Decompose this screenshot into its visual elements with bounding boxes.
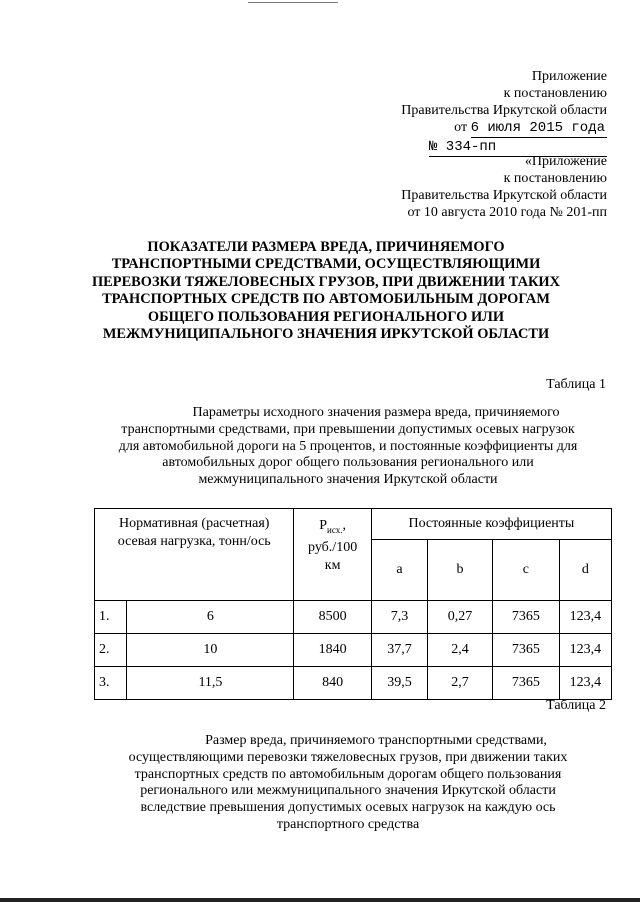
initial-harm-value: 1840 bbox=[294, 634, 371, 667]
heading-line: ТРАНСПОРТНЫХ СРЕДСТВ ПО АВТОМОБИЛЬНЫМ ДОРОГАМ bbox=[102, 291, 550, 308]
caption-line: Параметры исходного значения размера вреда, причиняемого bbox=[192, 405, 560, 420]
orig-appendix-date: от 10 августа 2010 года № 201-пп bbox=[407, 205, 607, 220]
coef-c-value: 7365 bbox=[492, 667, 559, 700]
heading-line: ТРАНСПОРТНЫМИ СРЕДСТВАМИ, ОСУЩЕСТВЛЯЮЩИМИ bbox=[111, 256, 541, 273]
coef-a-value: 7,3 bbox=[371, 601, 427, 634]
coef-d-value: 123,4 bbox=[559, 601, 611, 634]
coef-b-value: 2,7 bbox=[428, 667, 493, 700]
caption-line: межмуниципального значения Иркутской области bbox=[198, 472, 498, 488]
axle-load: 6 bbox=[127, 601, 294, 634]
table1-caption bbox=[86, 405, 610, 489]
heading-line: ПОКАЗАТЕЛИ РАЗМЕРА ВРЕДА, ПРИЧИНЯЕМОГО bbox=[147, 239, 505, 255]
caption-line: для автомобильной дороги на 5 процентов, и постоянные коэффициенты для bbox=[118, 438, 578, 454]
coef-d-value: 123,4 bbox=[559, 634, 611, 667]
table1-label: Таблица 1 bbox=[546, 377, 606, 392]
caption-line: осуществляющими перевозки тяжеловесных грузов, при движении таких bbox=[128, 749, 568, 765]
axle-load: 10 bbox=[127, 634, 294, 667]
appendix-current-block bbox=[401, 68, 607, 157]
row-index: 2. bbox=[95, 634, 127, 667]
caption-line: вследствие превышения допустимых осевых нагрузок на каждую ось bbox=[140, 800, 556, 816]
orig-appendix-to-resolution: к постановлению bbox=[503, 171, 607, 186]
table2-label: Таблица 2 bbox=[546, 698, 606, 713]
row-index: 1. bbox=[95, 601, 127, 634]
coef-b-value: 2,4 bbox=[428, 634, 493, 667]
caption-line: Размер вреда, причиняемого транспортными средствами, bbox=[205, 733, 547, 748]
document-heading bbox=[40, 239, 612, 343]
appendix-date-prefix: от bbox=[454, 120, 468, 135]
table-row bbox=[95, 601, 612, 634]
orig-appendix-title: «Приложение bbox=[524, 154, 607, 169]
orig-appendix-government: Правительства Иркутской области bbox=[401, 188, 607, 203]
appendix-to-resolution: к постановлению bbox=[503, 86, 607, 101]
heading-line: МЕЖМУНИЦИПАЛЬНОГО ЗНАЧЕНИЯ ИРКУТСКОЙ ОБЛАСТИ bbox=[102, 326, 550, 343]
table2-caption bbox=[86, 733, 610, 834]
appendix-date-value: 6 июля 2015 года bbox=[470, 120, 605, 136]
header-normative-load: Нормативная (расчетная) осевая нагрузка, тонн/ось bbox=[95, 509, 294, 601]
caption-line: транспортного средства bbox=[276, 816, 420, 832]
caption-line: транспортными средствами, при превышении допустимых осевых нагрузок bbox=[121, 421, 575, 437]
coef-c-value: 7365 bbox=[492, 601, 559, 634]
header-coef-a: a bbox=[371, 540, 427, 601]
header-coef-c: c bbox=[492, 540, 559, 601]
header-coef-d: d bbox=[559, 540, 611, 601]
caption-line: транспортных средств по автомобильным дорогам общего пользования bbox=[134, 766, 562, 782]
heading-line: ПЕРЕВОЗКИ ТЯЖЕЛОВЕСНЫХ ГРУЗОВ, ПРИ ДВИЖЕНИИ ТАКИХ bbox=[91, 273, 560, 290]
appendix-date-line bbox=[401, 119, 607, 138]
coef-d-value: 123,4 bbox=[559, 667, 611, 700]
header-coef-b: b bbox=[428, 540, 493, 601]
appendix-title: Приложение bbox=[531, 69, 607, 84]
appendix-number-value: № 334-пп bbox=[429, 139, 607, 157]
coef-a-value: 37,7 bbox=[371, 634, 427, 667]
table-row bbox=[95, 667, 612, 700]
scan-top-mark bbox=[248, 2, 338, 3]
caption-line: регионального или межмуниципального значения Иркутской области bbox=[140, 783, 556, 799]
appendix-government: Правительства Иркутской области bbox=[401, 103, 607, 118]
heading-line: ОБЩЕГО ПОЛЬЗОВАНИЯ РЕГИОНАЛЬНОГО ИЛИ bbox=[147, 308, 505, 325]
parameters-table bbox=[94, 508, 612, 700]
header-constant-coefficients: Постоянные коэффициенты bbox=[371, 509, 611, 540]
coef-a-value: 39,5 bbox=[371, 667, 427, 700]
header-initial-harm: $P_{исх.}$, руб./100 км bbox=[294, 509, 371, 601]
axle-load: 11,5 bbox=[127, 667, 294, 700]
scan-bottom-edge bbox=[0, 898, 640, 902]
row-index: 3. bbox=[95, 667, 127, 700]
caption-line: автомобильных дорог общего пользования регионального или bbox=[162, 455, 534, 471]
initial-harm-value: 8500 bbox=[294, 601, 371, 634]
table-row bbox=[95, 634, 612, 667]
appendix-original-block bbox=[401, 153, 607, 221]
coef-c-value: 7365 bbox=[492, 634, 559, 667]
coef-b-value: 0,27 bbox=[428, 601, 493, 634]
initial-harm-value: 840 bbox=[294, 667, 371, 700]
